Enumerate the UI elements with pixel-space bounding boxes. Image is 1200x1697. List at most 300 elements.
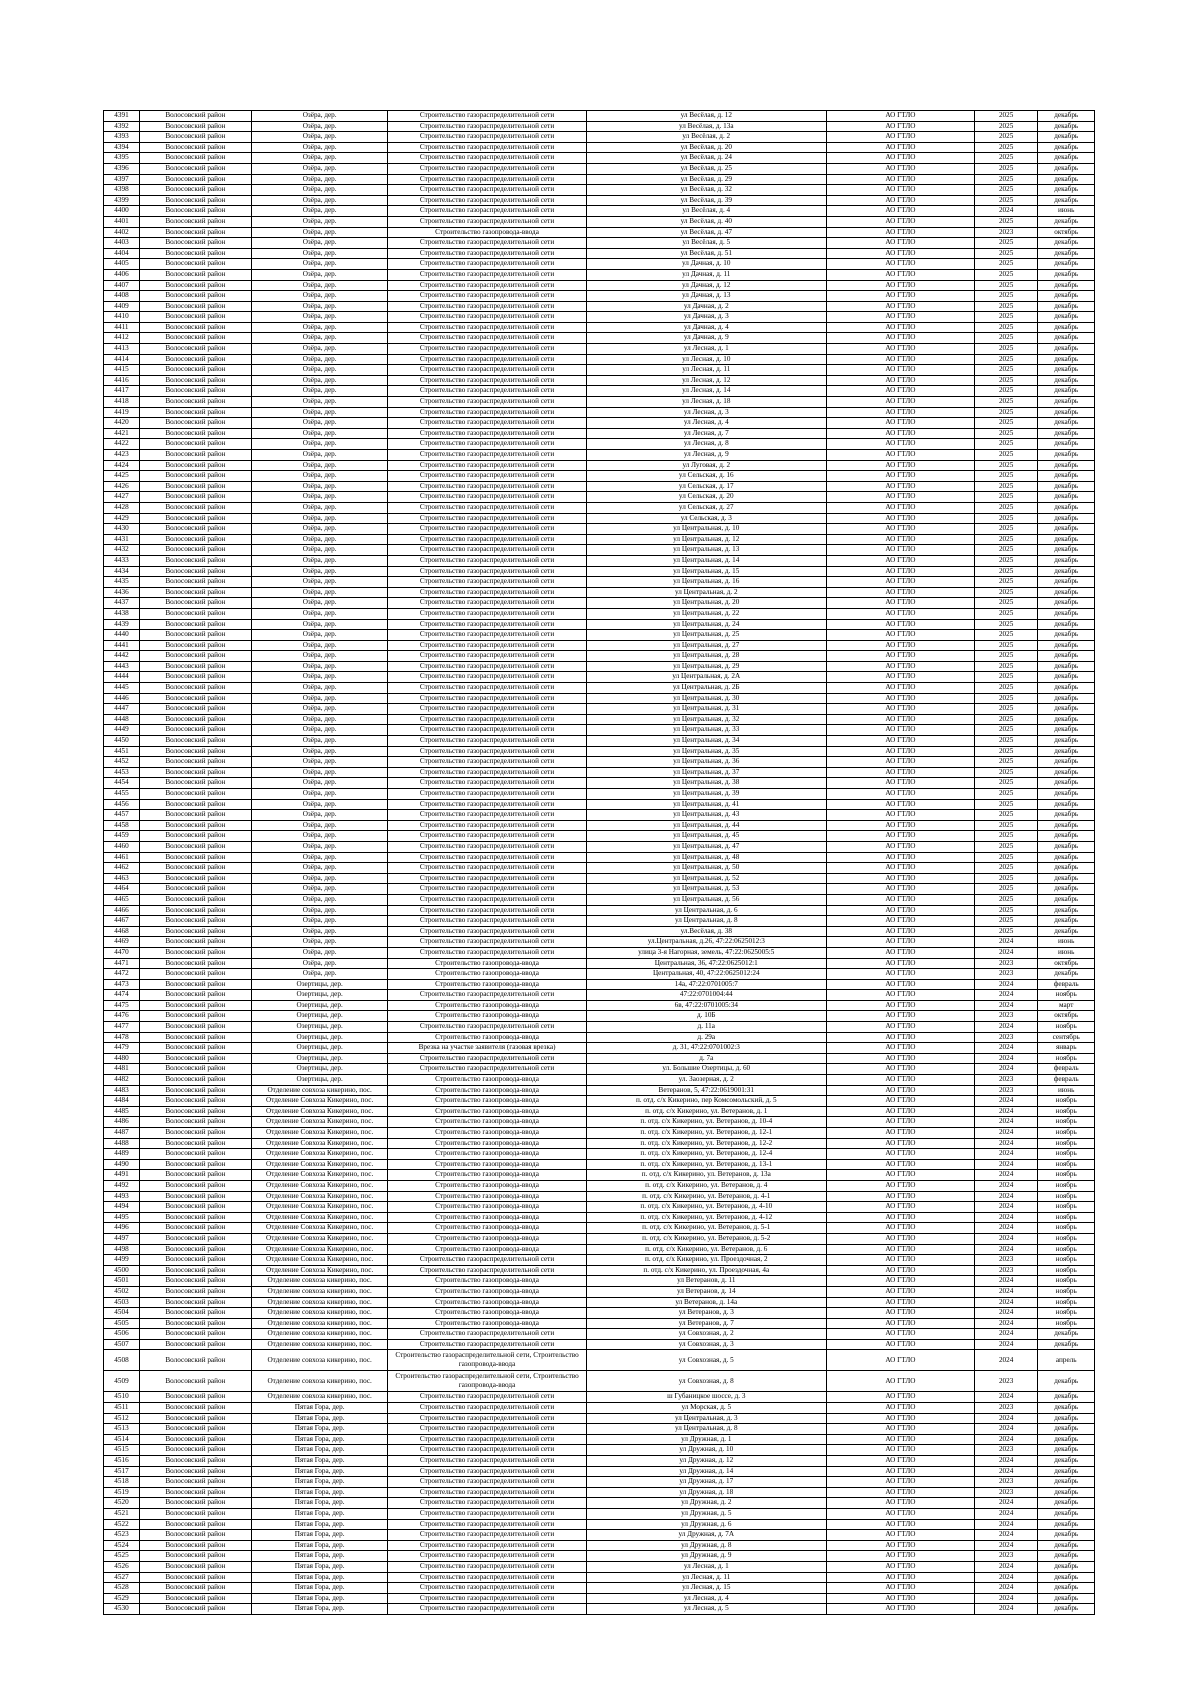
cell-settlement: Озёра, дер.	[251, 386, 388, 397]
table-row	[104, 672, 1095, 683]
cell-address: ул Весёлая, д. 12	[586, 111, 826, 122]
cell-row-number: 4515	[104, 1445, 140, 1456]
cell-row-number: 4439	[104, 619, 140, 630]
cell-row-number: 4483	[104, 1085, 140, 1096]
cell-district: Волосовский район	[139, 492, 251, 503]
cell-address: ул Дружная, д. 1	[586, 1434, 826, 1445]
cell-district: Волосовский район	[139, 608, 251, 619]
cell-row-number: 4412	[104, 333, 140, 344]
cell-district: Волосовский район	[139, 651, 251, 662]
cell-month: ноябрь	[1038, 990, 1095, 1001]
cell-year: 2025	[974, 407, 1038, 418]
cell-district: Волосовский район	[139, 1456, 251, 1467]
cell-work-type: Строительство газораспределительной сети, Строительство газопровода-ввода	[388, 1371, 586, 1392]
cell-address: ул Дачная, д. 10	[586, 259, 826, 270]
table-row	[104, 312, 1095, 323]
cell-district: Волосовский район	[139, 873, 251, 884]
table-row	[104, 238, 1095, 249]
cell-settlement: Пятая Гора, дер.	[251, 1540, 388, 1551]
cell-settlement: Пятая Гора, дер.	[251, 1519, 388, 1530]
cell-month: декабрь	[1038, 831, 1095, 842]
cell-month: ноябрь	[1038, 1244, 1095, 1255]
cell-row-number: 4410	[104, 312, 140, 323]
cell-year: 2025	[974, 598, 1038, 609]
table-row	[104, 142, 1095, 153]
cell-settlement: Озёра, дер.	[251, 841, 388, 852]
cell-row-number: 4493	[104, 1191, 140, 1202]
cell-address: ул Весёлая, д. 4	[586, 206, 826, 217]
cell-row-number: 4416	[104, 375, 140, 386]
cell-month: март	[1038, 1000, 1095, 1011]
cell-contractor: АО ГТЛО	[826, 513, 974, 524]
cell-address: ул Дружная, д. 6	[586, 1519, 826, 1530]
cell-month: декабрь	[1038, 153, 1095, 164]
cell-settlement: Озёра, дер.	[251, 608, 388, 619]
cell-month: ноябрь	[1038, 1117, 1095, 1128]
cell-contractor: АО ГТЛО	[826, 1117, 974, 1128]
cell-row-number: 4428	[104, 502, 140, 513]
cell-district: Волосовский район	[139, 460, 251, 471]
cell-work-type: Строительство газораспределительной сети	[388, 990, 586, 1001]
cell-settlement: Озёра, дер.	[251, 693, 388, 704]
cell-year: 2023	[974, 969, 1038, 980]
table-row	[104, 407, 1095, 418]
cell-year: 2025	[974, 397, 1038, 408]
cell-row-number: 4516	[104, 1456, 140, 1467]
table-row	[104, 608, 1095, 619]
cell-settlement: Озёра, дер.	[251, 555, 388, 566]
cell-year: 2024	[974, 206, 1038, 217]
cell-year: 2024	[974, 1530, 1038, 1541]
table-row	[104, 683, 1095, 694]
table-row	[104, 905, 1095, 916]
cell-district: Волосовский район	[139, 1477, 251, 1488]
cell-district: Волосовский район	[139, 1000, 251, 1011]
cell-contractor: АО ГТЛО	[826, 312, 974, 323]
cell-address: п. отд. с/х Кикерино, ул. Ветеранов, д. 4-12	[586, 1212, 826, 1223]
cell-row-number: 4463	[104, 873, 140, 884]
cell-year: 2025	[974, 354, 1038, 365]
cell-contractor: АО ГТЛО	[826, 354, 974, 365]
cell-year: 2025	[974, 831, 1038, 842]
cell-row-number: 4418	[104, 397, 140, 408]
cell-district: Волосовский район	[139, 810, 251, 821]
cell-row-number: 4473	[104, 979, 140, 990]
table-row	[104, 1466, 1095, 1477]
cell-address: Центральная, 40, 47:22:0625012:24	[586, 969, 826, 980]
cell-district: Волосовский район	[139, 1022, 251, 1033]
table-row	[104, 153, 1095, 164]
cell-month: декабрь	[1038, 312, 1095, 323]
cell-month: декабрь	[1038, 1540, 1095, 1551]
cell-address: ул Совхозная, д. 5	[586, 1350, 826, 1371]
cell-row-number: 4434	[104, 566, 140, 577]
cell-contractor: АО ГТЛО	[826, 873, 974, 884]
cell-work-type: Строительство газораспределительной сети	[388, 630, 586, 641]
cell-month: декабрь	[1038, 1466, 1095, 1477]
table-row	[104, 937, 1095, 948]
cell-settlement: Отделение Совхоза Кикерино, пос.	[251, 1117, 388, 1128]
cell-month: декабрь	[1038, 799, 1095, 810]
cell-district: Волосовский район	[139, 481, 251, 492]
cell-year: 2024	[974, 1022, 1038, 1033]
cell-month: декабрь	[1038, 1371, 1095, 1392]
cell-settlement: Озёра, дер.	[251, 375, 388, 386]
cell-contractor: АО ГТЛО	[826, 1053, 974, 1064]
cell-address: ул Ветеранов, д. 14а	[586, 1297, 826, 1308]
cell-year: 2024	[974, 1456, 1038, 1467]
cell-address: ул Центральная, д. 8	[586, 916, 826, 927]
table-row	[104, 1244, 1095, 1255]
cell-row-number: 4411	[104, 322, 140, 333]
cell-row-number: 4407	[104, 280, 140, 291]
cell-work-type: Строительство газораспределительной сети	[388, 894, 586, 905]
cell-contractor: АО ГТЛО	[826, 375, 974, 386]
gasification-schedule-table	[103, 110, 1095, 1615]
cell-month: декабрь	[1038, 259, 1095, 270]
table-row	[104, 736, 1095, 747]
cell-work-type: Строительство газопровода-ввода	[388, 1032, 586, 1043]
cell-address: д. 7а	[586, 1053, 826, 1064]
cell-row-number: 4510	[104, 1392, 140, 1403]
cell-address: п. отд. с/х Кикерино, ул. Ветеранов, д. 12-1	[586, 1128, 826, 1139]
cell-contractor: АО ГТЛО	[826, 1043, 974, 1054]
cell-address: ул Лесная, д. 7	[586, 428, 826, 439]
cell-work-type: Строительство газопровода-ввода	[388, 1233, 586, 1244]
cell-contractor: АО ГТЛО	[826, 1032, 974, 1043]
table-row	[104, 577, 1095, 588]
cell-address: ул Центральная, д. 32	[586, 714, 826, 725]
cell-work-type: Строительство газораспределительной сети	[388, 1593, 586, 1604]
cell-month: ноябрь	[1038, 1128, 1095, 1139]
cell-address: ул Ветеранов, д. 11	[586, 1276, 826, 1287]
table-row	[104, 1117, 1095, 1128]
cell-settlement: Озёра, дер.	[251, 111, 388, 122]
cell-contractor: АО ГТЛО	[826, 428, 974, 439]
cell-settlement: Озёра, дер.	[251, 534, 388, 545]
cell-row-number: 4519	[104, 1487, 140, 1498]
cell-address: ул Центральная, д. 2	[586, 587, 826, 598]
cell-contractor: АО ГТЛО	[826, 344, 974, 355]
cell-month: декабрь	[1038, 132, 1095, 143]
cell-row-number: 4484	[104, 1096, 140, 1107]
cell-row-number: 4424	[104, 460, 140, 471]
table-body	[104, 111, 1095, 1615]
cell-address: ул Лесная, д. 11	[586, 1572, 826, 1583]
cell-address: п. отд. с/х Кикерино, ул. Ветеранов, д. 12-4	[586, 1149, 826, 1160]
cell-district: Волосовский район	[139, 1318, 251, 1329]
cell-work-type: Строительство газораспределительной сети	[388, 534, 586, 545]
cell-row-number: 4528	[104, 1583, 140, 1594]
cell-work-type: Строительство газораспределительной сети	[388, 322, 586, 333]
cell-row-number: 4524	[104, 1540, 140, 1551]
table-row	[104, 259, 1095, 270]
cell-settlement: Озёра, дер.	[251, 725, 388, 736]
cell-year: 2025	[974, 810, 1038, 821]
cell-settlement: Озёра, дер.	[251, 577, 388, 588]
cell-year: 2025	[974, 333, 1038, 344]
cell-work-type: Строительство газораспределительной сети	[388, 1509, 586, 1520]
cell-contractor: АО ГТЛО	[826, 1202, 974, 1213]
table-row	[104, 280, 1095, 291]
cell-district: Волосовский район	[139, 1329, 251, 1340]
cell-year: 2024	[974, 1350, 1038, 1371]
table-row	[104, 1096, 1095, 1107]
cell-year: 2024	[974, 1434, 1038, 1445]
cell-month: февраль	[1038, 979, 1095, 990]
cell-district: Волосовский район	[139, 216, 251, 227]
table-row	[104, 1339, 1095, 1350]
cell-address: ул Лесная, д. 1	[586, 344, 826, 355]
cell-settlement: Пятая Гора, дер.	[251, 1466, 388, 1477]
table-row	[104, 619, 1095, 630]
cell-settlement: Озёра, дер.	[251, 778, 388, 789]
cell-month: декабрь	[1038, 1593, 1095, 1604]
cell-address: ул Весёлая, д. 40	[586, 216, 826, 227]
cell-work-type: Строительство газораспределительной сети	[388, 640, 586, 651]
cell-contractor: АО ГТЛО	[826, 1149, 974, 1160]
cell-contractor: АО ГТЛО	[826, 269, 974, 280]
cell-row-number: 4404	[104, 248, 140, 259]
cell-address: п. отд. с/х Кикерино, ул. Проездочная, 4а	[586, 1265, 826, 1276]
cell-month: декабрь	[1038, 841, 1095, 852]
cell-work-type: Строительство газораспределительной сети	[388, 450, 586, 461]
cell-address: ул Дружная, д. 18	[586, 1487, 826, 1498]
cell-work-type: Строительство газопровода-ввода	[388, 227, 586, 238]
cell-row-number: 4467	[104, 916, 140, 927]
cell-address: ул Центральная, д. 48	[586, 852, 826, 863]
cell-year: 2024	[974, 937, 1038, 948]
table-row	[104, 852, 1095, 863]
table-row	[104, 1212, 1095, 1223]
cell-work-type: Строительство газораспределительной сети	[388, 428, 586, 439]
cell-work-type: Строительство газопровода-ввода	[388, 1000, 586, 1011]
cell-address: ул Совхозная, д. 8	[586, 1371, 826, 1392]
cell-settlement: Отделение Совхоза Кикерино, пос.	[251, 1106, 388, 1117]
cell-work-type: Строительство газораспределительной сети	[388, 1487, 586, 1498]
cell-address: ул Дружная, д. 5	[586, 1509, 826, 1520]
cell-row-number: 4513	[104, 1424, 140, 1435]
cell-month: декабрь	[1038, 386, 1095, 397]
cell-month: декабрь	[1038, 1456, 1095, 1467]
cell-month: декабрь	[1038, 608, 1095, 619]
cell-work-type: Строительство газораспределительной сети	[388, 269, 586, 280]
cell-work-type: Строительство газораспределительной сети	[388, 333, 586, 344]
table-row	[104, 375, 1095, 386]
table-row	[104, 841, 1095, 852]
cell-year: 2024	[974, 1096, 1038, 1107]
cell-row-number: 4423	[104, 450, 140, 461]
cell-year: 2024	[974, 1604, 1038, 1615]
cell-settlement: Озёра, дер.	[251, 863, 388, 874]
cell-month: декабрь	[1038, 714, 1095, 725]
table-row	[104, 810, 1095, 821]
cell-month: ноябрь	[1038, 1318, 1095, 1329]
cell-address: д. 31, 47:22:0701002:3	[586, 1043, 826, 1054]
cell-month: ноябрь	[1038, 1223, 1095, 1234]
cell-work-type: Строительство газораспределительной сети	[388, 587, 586, 598]
cell-address: ул Центральная, д. 27	[586, 640, 826, 651]
cell-district: Волосовский район	[139, 1244, 251, 1255]
cell-settlement: Озёра, дер.	[251, 651, 388, 662]
cell-row-number: 4402	[104, 227, 140, 238]
cell-settlement: Озёра, дер.	[251, 789, 388, 800]
cell-year: 2023	[974, 1551, 1038, 1562]
cell-year: 2024	[974, 1413, 1038, 1424]
cell-work-type: Строительство газораспределительной сети	[388, 1519, 586, 1530]
cell-month: декабрь	[1038, 683, 1095, 694]
cell-settlement: Озертицы, дер.	[251, 990, 388, 1001]
cell-settlement: Озёра, дер.	[251, 121, 388, 132]
cell-address: п. отд. с/х Кикерино, ул. Ветеранов, д. 4-1	[586, 1191, 826, 1202]
table-row	[104, 1572, 1095, 1583]
cell-district: Волосовский район	[139, 301, 251, 312]
cell-contractor: АО ГТЛО	[826, 841, 974, 852]
cell-district: Волосовский район	[139, 1350, 251, 1371]
cell-district: Волосовский район	[139, 789, 251, 800]
cell-contractor: АО ГТЛО	[826, 111, 974, 122]
cell-address: ул Ветеранов, д. 7	[586, 1318, 826, 1329]
cell-month: декабрь	[1038, 375, 1095, 386]
table-row	[104, 163, 1095, 174]
cell-work-type: Строительство газопровода-ввода	[388, 969, 586, 980]
cell-contractor: АО ГТЛО	[826, 863, 974, 874]
cell-month: декабрь	[1038, 1339, 1095, 1350]
cell-year: 2025	[974, 608, 1038, 619]
cell-district: Волосовский район	[139, 672, 251, 683]
cell-work-type: Строительство газораспределительной сети	[388, 704, 586, 715]
cell-district: Волосовский район	[139, 1466, 251, 1477]
cell-address: ул Весёлая, д. 47	[586, 227, 826, 238]
cell-row-number: 4433	[104, 555, 140, 566]
cell-settlement: Озёра, дер.	[251, 471, 388, 482]
cell-settlement: Озёра, дер.	[251, 163, 388, 174]
table-row	[104, 1551, 1095, 1562]
cell-district: Волосовский район	[139, 905, 251, 916]
cell-year: 2025	[974, 746, 1038, 757]
cell-settlement: Озертицы, дер.	[251, 1075, 388, 1086]
table-row	[104, 1075, 1095, 1086]
cell-month: декабрь	[1038, 1551, 1095, 1562]
cell-row-number: 4453	[104, 767, 140, 778]
cell-address: ул Центральная, д. 28	[586, 651, 826, 662]
cell-year: 2024	[974, 1583, 1038, 1594]
cell-address: ул Центральная, д. 22	[586, 608, 826, 619]
cell-address: ул Дачная, д. 3	[586, 312, 826, 323]
cell-district: Волосовский район	[139, 577, 251, 588]
cell-settlement: Озертицы, дер.	[251, 1064, 388, 1075]
cell-year: 2025	[974, 481, 1038, 492]
table-row	[104, 1106, 1095, 1117]
cell-row-number: 4461	[104, 852, 140, 863]
cell-row-number: 4469	[104, 937, 140, 948]
cell-district: Волосовский район	[139, 1593, 251, 1604]
cell-work-type: Строительство газораспределительной сети	[388, 142, 586, 153]
cell-year: 2024	[974, 1128, 1038, 1139]
cell-month: декабрь	[1038, 428, 1095, 439]
cell-work-type: Строительство газораспределительной сети	[388, 238, 586, 249]
cell-month: декабрь	[1038, 661, 1095, 672]
cell-address: ул Центральная, д. 20	[586, 598, 826, 609]
cell-month: июнь	[1038, 937, 1095, 948]
cell-settlement: Озертицы, дер.	[251, 1022, 388, 1033]
cell-month: декабрь	[1038, 736, 1095, 747]
cell-district: Волосовский район	[139, 746, 251, 757]
cell-address: п. отд. с/х Кикерино, ул. Ветеранов, д. 12-2	[586, 1138, 826, 1149]
cell-month: декабрь	[1038, 1487, 1095, 1498]
cell-district: Волосовский район	[139, 757, 251, 768]
cell-settlement: Пятая Гора, дер.	[251, 1572, 388, 1583]
cell-settlement: Озёра, дер.	[251, 566, 388, 577]
cell-settlement: Озёра, дер.	[251, 714, 388, 725]
cell-row-number: 4451	[104, 746, 140, 757]
cell-month: декабрь	[1038, 513, 1095, 524]
cell-settlement: Озертицы, дер.	[251, 1032, 388, 1043]
cell-row-number: 4415	[104, 365, 140, 376]
cell-month: февраль	[1038, 1064, 1095, 1075]
cell-district: Волосовский район	[139, 132, 251, 143]
cell-year: 2024	[974, 1180, 1038, 1191]
table-row	[104, 1318, 1095, 1329]
table-row	[104, 365, 1095, 376]
cell-work-type: Строительство газораспределительной сети	[388, 492, 586, 503]
cell-contractor: АО ГТЛО	[826, 1434, 974, 1445]
cell-contractor: АО ГТЛО	[826, 386, 974, 397]
table-row	[104, 1170, 1095, 1181]
cell-contractor: АО ГТЛО	[826, 693, 974, 704]
cell-settlement: Пятая Гора, дер.	[251, 1509, 388, 1520]
cell-month: декабрь	[1038, 280, 1095, 291]
cell-year: 2024	[974, 1572, 1038, 1583]
cell-address: ул Дачная, д. 11	[586, 269, 826, 280]
table-row	[104, 651, 1095, 662]
cell-district: Волосовский район	[139, 450, 251, 461]
cell-contractor: АО ГТЛО	[826, 916, 974, 927]
cell-address: п. отд. с/х Кикерино, пер Комсомольский, д. 5	[586, 1096, 826, 1107]
cell-month: декабрь	[1038, 397, 1095, 408]
cell-row-number: 4443	[104, 661, 140, 672]
cell-settlement: Отделение совхоза кикерино, пос.	[251, 1318, 388, 1329]
cell-year: 2024	[974, 1159, 1038, 1170]
cell-row-number: 4485	[104, 1106, 140, 1117]
cell-work-type: Строительство газораспределительной сети	[388, 344, 586, 355]
cell-settlement: Озёра, дер.	[251, 873, 388, 884]
cell-contractor: АО ГТЛО	[826, 1487, 974, 1498]
table-row	[104, 185, 1095, 196]
cell-work-type: Строительство газораспределительной сети	[388, 132, 586, 143]
cell-year: 2023	[974, 1445, 1038, 1456]
cell-settlement: Озёра, дер.	[251, 640, 388, 651]
cell-year: 2025	[974, 301, 1038, 312]
cell-address: ул Сельская, д. 27	[586, 502, 826, 513]
cell-settlement: Отделение Совхоза Кикерино, пос.	[251, 1202, 388, 1213]
cell-row-number: 4405	[104, 259, 140, 270]
cell-contractor: АО ГТЛО	[826, 1593, 974, 1604]
table-row	[104, 1297, 1095, 1308]
cell-row-number: 4429	[104, 513, 140, 524]
cell-year: 2025	[974, 905, 1038, 916]
cell-row-number: 4475	[104, 1000, 140, 1011]
cell-settlement: Озёра, дер.	[251, 248, 388, 259]
cell-contractor: АО ГТЛО	[826, 259, 974, 270]
cell-work-type: Строительство газораспределительной сети	[388, 1413, 586, 1424]
cell-address: ул Центральная, д. 41	[586, 799, 826, 810]
cell-month: ноябрь	[1038, 1265, 1095, 1276]
cell-address: п. отд. с/х Кикерино, ул. Ветеранов, д. 13а	[586, 1170, 826, 1181]
cell-district: Волосовский район	[139, 1255, 251, 1266]
cell-year: 2025	[974, 513, 1038, 524]
cell-settlement: Пятая Гора, дер.	[251, 1477, 388, 1488]
